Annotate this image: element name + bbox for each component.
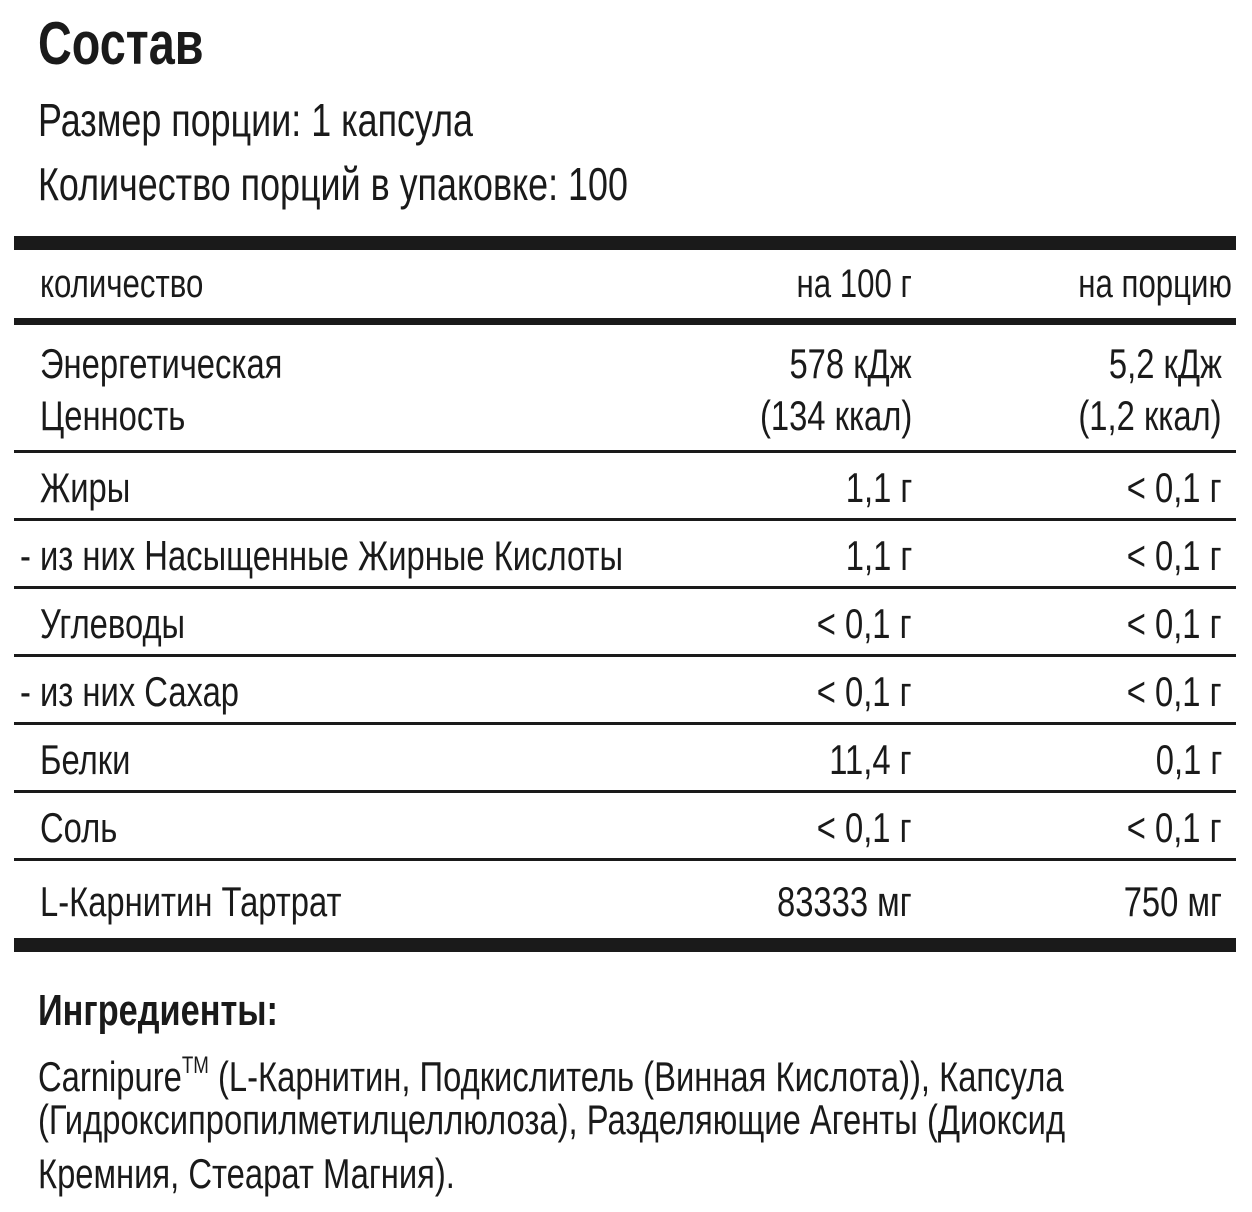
row-name-saturated-fat: - из них Насыщенные Жирные Кислоты — [20, 532, 623, 579]
row-per-serving-carbohydrates: < 0,1 г — [1127, 600, 1222, 647]
header-rule — [14, 318, 1236, 325]
page-title: Состав — [38, 10, 204, 77]
row-per-serving-protein: 0,1 г — [1155, 736, 1222, 783]
ingredients-title: Ингредиенты: — [38, 986, 278, 1035]
row-divider — [14, 518, 1236, 521]
servings-per-container: Количество порций в упаковке: 100 — [38, 158, 628, 210]
ingredients-line-3: Кремния, Стеарат Магния). — [38, 1150, 455, 1197]
energy-per100-kj: 578 кДж — [789, 340, 912, 387]
row-per-serving-l-carnitine: 750 мг — [1123, 878, 1222, 925]
row-divider — [14, 790, 1236, 793]
energy-per-serving-kcal: (1,2 ккал) — [1078, 392, 1222, 439]
row-name-sugar: - из них Сахар — [20, 668, 240, 715]
row-name-l-carnitine: L-Карнитин Тартрат — [40, 878, 342, 925]
row-name-fat: Жиры — [40, 464, 131, 511]
row-per-serving-salt: < 0,1 г — [1127, 804, 1222, 851]
row-per-serving-sugar: < 0,1 г — [1127, 668, 1222, 715]
row-divider — [14, 450, 1236, 453]
row-per100-carbohydrates: < 0,1 г — [817, 600, 912, 647]
trademark-symbol: TM — [181, 1052, 209, 1079]
row-per100-fat: 1,1 г — [845, 464, 912, 511]
row-divider — [14, 654, 1236, 657]
ingredient-brand: Carnipure — [38, 1053, 182, 1100]
row-divider — [14, 722, 1236, 725]
table-top-rule — [14, 236, 1236, 250]
row-name-protein: Белки — [40, 736, 131, 783]
table-bottom-rule — [14, 938, 1236, 952]
row-per-serving-fat: < 0,1 г — [1127, 464, 1222, 511]
header-per-100g: на 100 г — [796, 262, 912, 306]
row-per100-salt: < 0,1 г — [817, 804, 912, 851]
ingredients-line-1-text: (L-Карнитин, Подкислитель (Винная Кислота)), Капсула — [208, 1053, 1064, 1100]
row-divider — [14, 858, 1236, 861]
row-per100-saturated-fat: 1,1 г — [845, 532, 912, 579]
row-name-salt: Соль — [40, 804, 118, 851]
energy-per-serving-kj: 5,2 кДж — [1108, 340, 1222, 387]
energy-label-line1: Энергетическая — [40, 340, 283, 387]
energy-label-line2: Ценность — [40, 392, 186, 439]
energy-per100-kcal: (134 ккал) — [759, 392, 912, 439]
row-per100-protein: 11,4 г — [829, 736, 912, 783]
ingredients-line-2: (Гидроксипропилметилцеллюлоза), Разделяющие Агенты (Диоксид — [38, 1096, 1066, 1143]
row-per100-l-carnitine: 83333 мг — [777, 878, 912, 925]
row-name-carbohydrates: Углеводы — [40, 600, 186, 647]
row-divider — [14, 586, 1236, 589]
serving-size: Размер порции: 1 капсула — [38, 94, 473, 146]
row-per100-sugar: < 0,1 г — [817, 668, 912, 715]
header-quantity: количество — [40, 262, 204, 306]
row-per-serving-saturated-fat: < 0,1 г — [1127, 532, 1222, 579]
header-per-serving: на порцию — [1078, 262, 1232, 306]
